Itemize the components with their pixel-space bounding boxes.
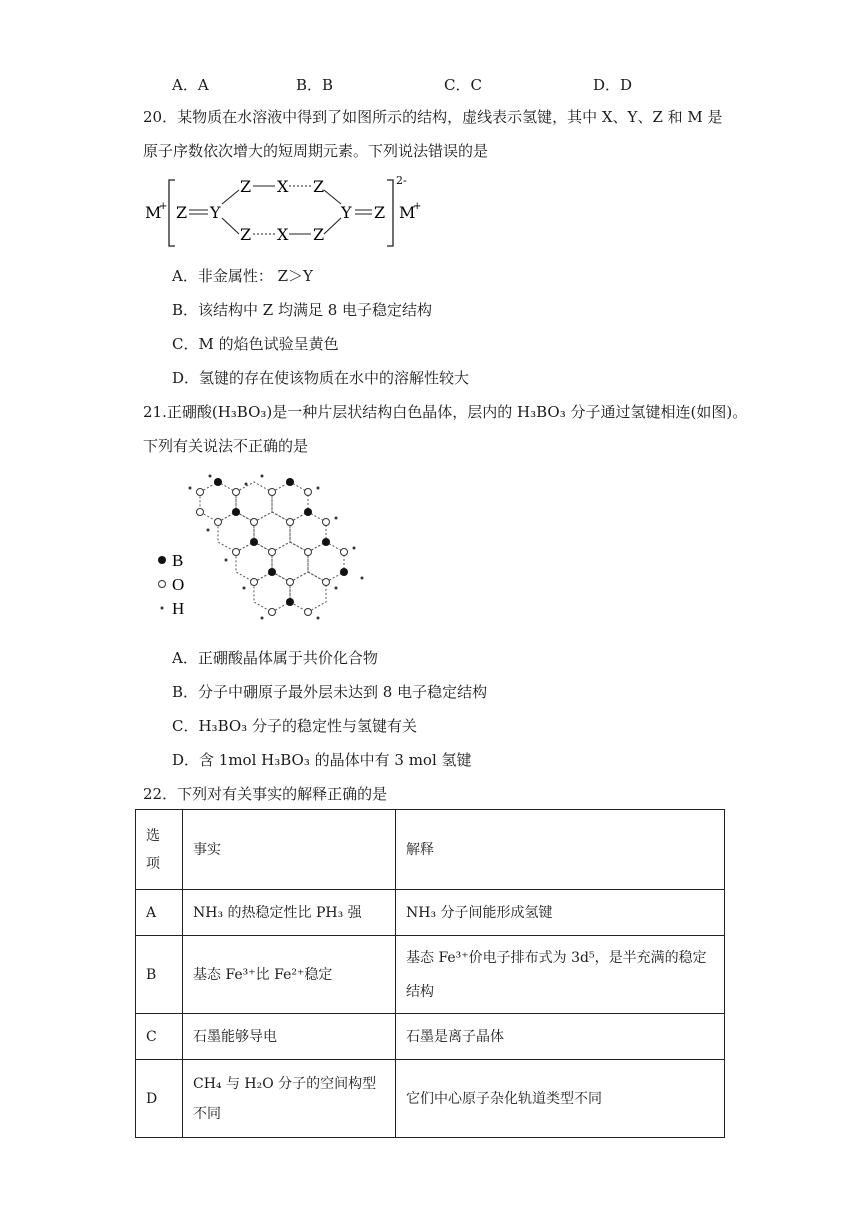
legend-h-marker	[161, 607, 164, 610]
atom-z-top-left: Z	[240, 177, 252, 196]
row-d-option: D	[136, 1060, 183, 1138]
atom-y-right: Y	[341, 203, 352, 222]
legend-b-label: B	[172, 551, 184, 570]
atom-z-bottom-right: Z	[313, 225, 325, 244]
q19-option-c: C．C	[444, 76, 482, 94]
row-a-fact: NH₃ 的热稳定性比 PH₃ 强	[183, 890, 396, 936]
q20-charge: 2-	[396, 174, 407, 187]
row-c-explanation: 石墨是离子晶体	[396, 1014, 725, 1060]
atom-x-top: X	[277, 177, 289, 196]
q21-option-d: D．含 1mol H₃BO₃ 的晶体中有 3 mol 氢键	[172, 751, 472, 769]
header-explanation: 解释	[396, 810, 725, 890]
row-d-explanation: 它们中心原子杂化轨道类型不同	[396, 1060, 725, 1138]
table-row	[136, 1060, 725, 1138]
legend-o-marker	[159, 581, 166, 588]
row-a-explanation: NH₃ 分子间能形成氢键	[396, 890, 725, 936]
right-bracket	[387, 180, 393, 246]
row-a-option: A	[136, 890, 183, 936]
row-b-option: B	[136, 936, 183, 1014]
q21-stem-line1: 21.正硼酸(H₃BO₃)是一种片层状结构白色晶体，层内的 H₃BO₃ 分子通过氢键相连(如图)。	[143, 403, 748, 421]
header-fact: 事实	[183, 810, 396, 890]
table-row	[136, 936, 725, 1014]
q20-m-right-charge: +	[413, 201, 422, 212]
atom-x-bottom: X	[277, 225, 289, 244]
boric-acid-lattice-svg	[150, 470, 375, 625]
row-d-fact: CH₄ 与 H₂O 分子的空间构型不同	[183, 1060, 396, 1138]
atom-z-left: Z	[176, 203, 188, 222]
q21-stem-line2: 下列有关说法不正确的是	[143, 437, 309, 455]
q20-m-right: M	[399, 203, 416, 222]
q20-stem-line1: 20．某物质在水溶液中得到了如图所示的结构，虚线表示氢键，其中 X、Y、Z 和 M 是	[143, 108, 723, 126]
legend-b-marker	[158, 556, 166, 564]
q19-option-a: A．A	[172, 76, 209, 94]
row-b-explanation: 基态 Fe³⁺价电子排布式为 3d⁵，是半充满的稳定结构	[396, 936, 725, 1014]
q19-option-b: B．B	[296, 76, 334, 94]
q20-m-left-charge: +	[159, 201, 168, 212]
q20-structure-svg	[143, 172, 433, 252]
q20-m-left: M	[145, 203, 162, 222]
q22-facts-table	[135, 809, 725, 1138]
q20-option-c: C．M 的焰色试验呈黄色	[172, 335, 339, 353]
q19-option-d: D．D	[593, 76, 633, 94]
atom-z-top-right: Z	[313, 177, 325, 196]
table-row	[136, 890, 725, 936]
table-row	[136, 1014, 725, 1060]
q20-option-b: B．该结构中 Z 均满足 8 电子稳定结构	[172, 301, 433, 319]
row-c-fact: 石墨能够导电	[183, 1014, 396, 1060]
q22-stem: 22．下列对有关事实的解释正确的是	[143, 785, 388, 803]
q20-option-a: A．非金属性： Z＞Y	[172, 267, 313, 285]
q21-option-a: A．正硼酸晶体属于共价化合物	[172, 649, 378, 667]
q20-option-d: D．氢键的存在使该物质在水中的溶解性较大	[172, 369, 470, 387]
legend-o-label: O	[172, 575, 185, 594]
row-c-option: C	[136, 1014, 183, 1060]
q21-option-c: C．H₃BO₃ 分子的稳定性与氢键有关	[172, 717, 417, 735]
header-option-label: 选项	[146, 827, 160, 872]
row-b-fact: 基态 Fe³⁺比 Fe²⁺稳定	[183, 936, 396, 1014]
header-option	[136, 810, 183, 890]
q21-boric-acid-figure	[150, 470, 375, 625]
q21-option-b: B．分子中硼原子最外层未达到 8 电子稳定结构	[172, 683, 488, 701]
q20-stem-line2: 原子序数依次增大的短周期元素。下列说法错误的是	[143, 142, 489, 160]
atom-z-bottom-left: Z	[240, 225, 252, 244]
q20-structure-figure	[143, 172, 433, 252]
left-bracket	[169, 180, 175, 246]
atom-y-left: Y	[210, 203, 221, 222]
atom-z-right: Z	[374, 203, 386, 222]
table-header-row	[136, 810, 725, 890]
legend-h-label: H	[172, 599, 185, 618]
